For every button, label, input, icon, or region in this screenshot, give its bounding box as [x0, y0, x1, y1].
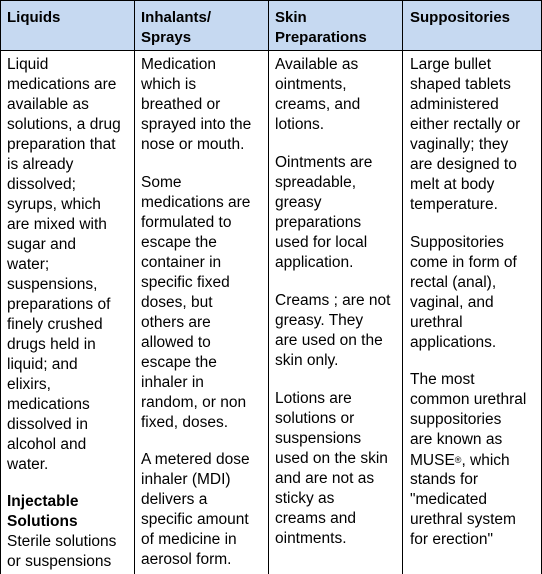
- suppositories-paragraph-3: [410, 370, 526, 550]
- muse-definition: [410, 470, 526, 550]
- inhalants-column: [141, 55, 251, 570]
- injectable-solutions-text: [7, 532, 121, 572]
- registered-mark: ®: [454, 455, 462, 465]
- text-line: ointments,: [275, 76, 347, 93]
- border-header-bottom: [0, 50, 542, 51]
- text-line: greasy. They: [275, 312, 364, 329]
- text-line: Creams ; are not: [275, 292, 391, 309]
- text-line: Inhalants/: [141, 9, 212, 26]
- text-line: medications are: [7, 76, 117, 93]
- text-line: water;: [7, 256, 50, 273]
- text-line: drugs held in: [7, 336, 96, 353]
- text-line: greasy: [275, 194, 322, 211]
- text-line: are used on the: [275, 332, 383, 349]
- inhalants-paragraph-2: [141, 173, 251, 433]
- text-line: doses, but: [141, 294, 213, 311]
- text-line: used for local: [275, 234, 368, 251]
- text-line: A metered dose: [141, 451, 250, 468]
- text-line: Preparations: [275, 29, 367, 46]
- suppositories-column: [410, 55, 526, 550]
- text-line: breathed or: [141, 96, 221, 113]
- text-line: ointments.: [275, 530, 347, 547]
- header-suppositories: [410, 8, 510, 28]
- text-line: are mixed with: [7, 216, 107, 233]
- border-top: [0, 0, 542, 1]
- header-inhalants: [141, 8, 211, 48]
- text-line: Liquid: [7, 56, 49, 73]
- text-line: Sprays: [141, 29, 192, 46]
- text-line: urethral system: [410, 511, 516, 528]
- text-line: sprayed into the: [141, 116, 252, 133]
- text-line: sticky as: [275, 490, 335, 507]
- text-line: for erection": [410, 531, 494, 548]
- text-line: available as: [7, 96, 89, 113]
- text-line: inhaler in: [141, 374, 204, 391]
- text-line: rectal (anal),: [410, 274, 497, 291]
- text-line: creams and: [275, 510, 356, 527]
- text-line: aerosol form.: [141, 551, 232, 568]
- injectable-solutions-heading: [7, 492, 121, 532]
- border-col-3: [402, 0, 403, 574]
- text-line: Ointments are: [275, 154, 373, 171]
- text-line: Solutions: [7, 513, 78, 530]
- text-line: Liquids: [7, 9, 61, 26]
- text-line: temperature.: [410, 196, 498, 213]
- border-col-1: [134, 0, 135, 574]
- text-line: are designed to: [410, 156, 517, 173]
- text-line: vaginally; they: [410, 136, 509, 153]
- text-line: Available as: [275, 56, 359, 73]
- text-line: elixirs,: [7, 376, 51, 393]
- text-line: either rectally or: [410, 116, 521, 133]
- text-line: syrups, which: [7, 196, 101, 213]
- text-line: nose or mouth.: [141, 136, 245, 153]
- text-line: suspensions,: [7, 276, 98, 293]
- text-line: Suppositories: [410, 234, 504, 251]
- text-line: used on the skin: [275, 450, 388, 467]
- text-line: Medication: [141, 56, 216, 73]
- text-line: are known as: [410, 431, 503, 448]
- liquids-paragraph-1: [7, 55, 121, 475]
- skin-column: [275, 55, 390, 549]
- text-line: Skin: [275, 9, 307, 26]
- header-liquids: [7, 8, 60, 28]
- skin-paragraph-4: [275, 389, 390, 549]
- text-line: others are: [141, 314, 211, 331]
- text-line: or suspensions: [7, 553, 112, 570]
- text-line: creams, and: [275, 96, 361, 113]
- text-line: formulated to: [141, 214, 232, 231]
- text-line: lotions.: [275, 116, 325, 133]
- text-line: Some: [141, 174, 182, 191]
- text-line: inhaler (MDI): [141, 471, 231, 488]
- text-line: Lotions are: [275, 390, 352, 407]
- text-line: melt at body: [410, 176, 495, 193]
- text-line: delivers a: [141, 491, 208, 508]
- text-line: which is: [141, 76, 197, 93]
- text-line: The most: [410, 371, 475, 388]
- muse-brand: MUSE: [410, 452, 455, 469]
- text-line: is already: [7, 156, 74, 173]
- text-line: suppositories: [410, 411, 502, 428]
- text-line: Injectable: [7, 493, 79, 510]
- text-line: escape the: [141, 354, 217, 371]
- text-line: dissolved in: [7, 416, 88, 433]
- text-line: escape the: [141, 234, 217, 251]
- text-line: fixed, doses.: [141, 414, 229, 431]
- text-line: allowed to: [141, 334, 211, 351]
- text-line: finely crushed: [7, 316, 103, 333]
- text-line: Sterile solutions: [7, 533, 117, 550]
- header-skin: [275, 8, 367, 48]
- text-line: skin only.: [275, 352, 339, 369]
- inhalants-paragraph-1: [141, 55, 251, 155]
- text-line: common urethral: [410, 391, 527, 408]
- text-line: dissolved;: [7, 176, 76, 193]
- suppositories-paragraph-2: [410, 233, 526, 353]
- muse-rest: , which: [461, 452, 510, 469]
- text-line: shaped tablets: [410, 76, 511, 93]
- text-line: applications.: [410, 334, 497, 351]
- text-line: solutions or: [275, 410, 355, 427]
- text-line: medications are: [141, 194, 251, 211]
- border-col-2: [268, 0, 269, 574]
- text-line: liquid; and: [7, 356, 78, 373]
- text-line: spreadable,: [275, 174, 357, 191]
- text-line: administered: [410, 96, 499, 113]
- skin-paragraph-2: [275, 153, 390, 273]
- text-line: specific amount: [141, 511, 249, 528]
- skin-paragraph-3: [275, 291, 390, 371]
- text-line: solutions, a drug: [7, 116, 121, 133]
- text-line: preparations of: [7, 296, 111, 313]
- urethral-intro: [410, 370, 526, 450]
- text-line: Suppositories: [410, 9, 511, 26]
- text-line: come in form of: [410, 254, 517, 271]
- text-line: water.: [7, 456, 49, 473]
- inhalants-paragraph-3: [141, 450, 251, 570]
- liquids-column: [7, 55, 121, 572]
- text-line: alcohol and: [7, 436, 87, 453]
- text-line: sugar and: [7, 236, 76, 253]
- text-line: random, or non: [141, 394, 247, 411]
- text-line: Large bullet: [410, 56, 492, 73]
- text-line: preparations: [275, 214, 362, 231]
- text-line: and are not as: [275, 470, 375, 487]
- text-line: application.: [275, 254, 354, 271]
- text-line: "medicated: [410, 491, 488, 508]
- skin-paragraph-1: [275, 55, 390, 135]
- text-line: stands for: [410, 471, 479, 488]
- text-line: preparation that: [7, 136, 116, 153]
- text-line: suspensions: [275, 430, 362, 447]
- suppositories-paragraph-1: [410, 55, 526, 215]
- text-line: of medicine in: [141, 531, 237, 548]
- text-line: specific fixed: [141, 274, 230, 291]
- border-left: [0, 0, 1, 574]
- muse-line: [410, 450, 526, 470]
- text-line: vaginal, and: [410, 294, 494, 311]
- text-line: medications: [7, 396, 90, 413]
- text-line: container in: [141, 254, 222, 271]
- text-line: urethral: [410, 314, 463, 331]
